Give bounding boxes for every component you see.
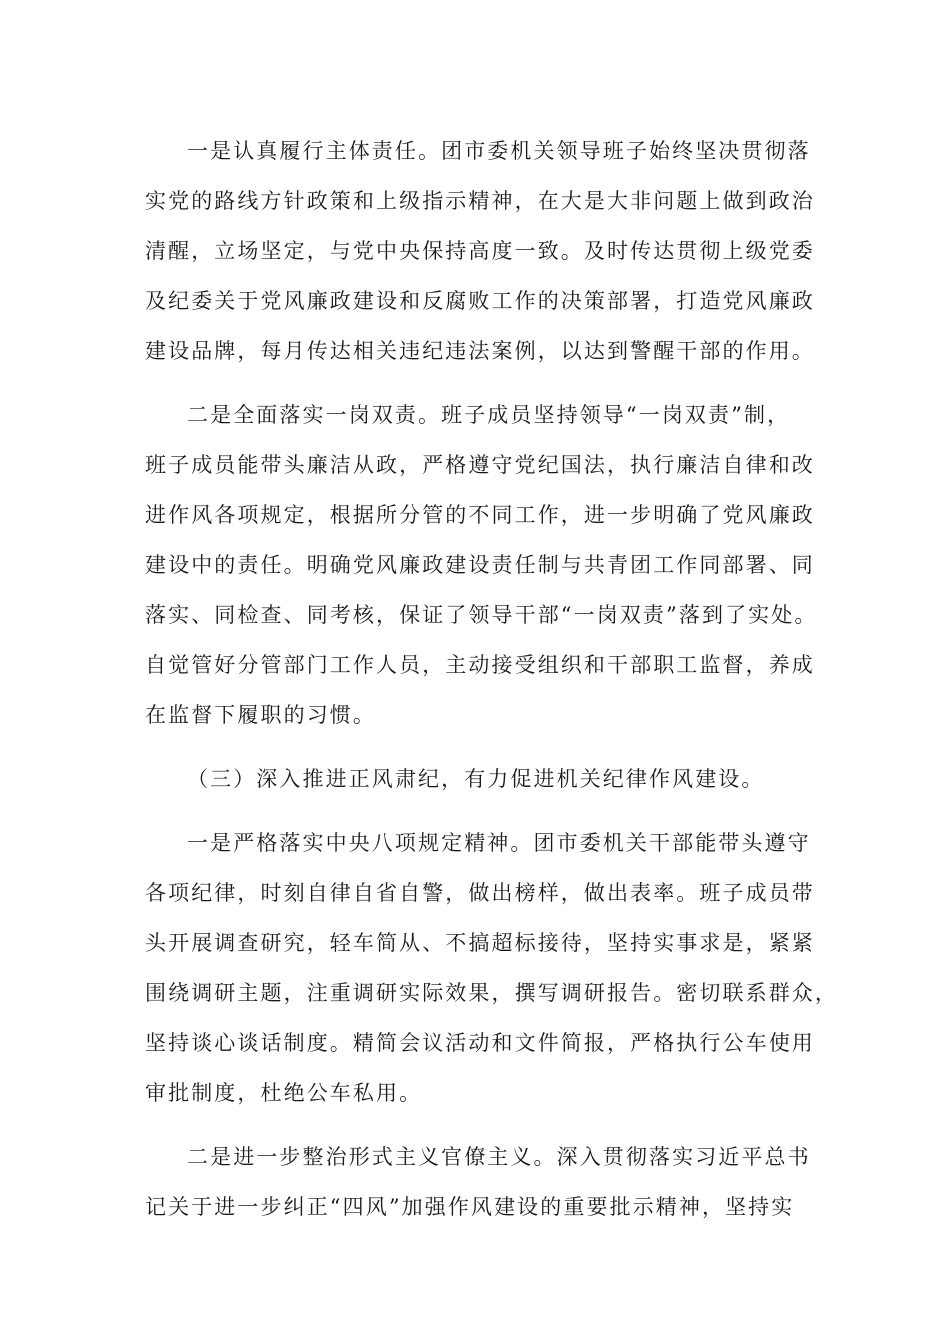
text-line: 围绕调研主题，注重调研实际效果，撰写调研报告。密切联系群众， (145, 981, 838, 1005)
paragraph-main-responsibility (145, 126, 825, 376)
text-line: 坚持谈心谈话制度。精简会议活动和文件简报，严格执行公车使用 (145, 1031, 815, 1055)
text-line: 一是严格落实中央八项规定精神。团市委机关干部能带头遵守 (187, 831, 811, 855)
paragraph-eight-regulations (145, 818, 838, 1118)
text-line: 实党的路线方针政策和上级指示精神，在大是大非问题上做到政治 (145, 189, 815, 213)
text-line: 二是进一步整治形式主义官僚主义。深入贯彻落实习近平总书 (187, 1145, 811, 1169)
text-line: 各项纪律，时刻自律自省自警，做出榜样，做出表率。班子成员带 (145, 881, 815, 905)
paragraph-formalism (145, 1132, 825, 1232)
text-line: 记关于进一步纠正“四风”加强作风建设的重要批示精神，坚持实 (145, 1195, 795, 1219)
text-line: 自觉管好分管部门工作人员，主动接受组织和干部职工监督，养成 (145, 653, 815, 677)
text-line: 进作风各项规定，根据所分管的不同工作，进一步明确了党风廉政 (145, 503, 815, 527)
document-body (145, 126, 838, 1246)
text-line: 班子成员能带头廉洁从政，严格遵守党纪国法，执行廉洁自律和改 (145, 453, 815, 477)
text-line: 建设品牌，每月传达相关违纪违法案例，以达到警醒干部的作用。 (145, 339, 815, 363)
text-line: 落实、同检查、同考核，保证了领导干部“一岗双责”落到了实处。 (145, 603, 818, 627)
text-line: 在监督下履职的习惯。 (145, 703, 376, 727)
section-heading-text: （三）深入推进正风肃纪，有力促进机关纪律作风建设。 (187, 767, 765, 791)
text-line: 审批制度，杜绝公车私用。 (145, 1081, 423, 1105)
paragraph-one-post-two-duties (145, 390, 825, 740)
text-line: 一是认真履行主体责任。团市委机关领导班子始终坚决贯彻落 (187, 139, 811, 163)
text-line: 二是全面落实一岗双责。班子成员坚持领导“一岗双责”制， (187, 403, 791, 427)
section-heading (145, 754, 825, 804)
text-line: 建设中的责任。明确党风廉政建设责任制与共青团工作同部署、同 (145, 553, 815, 577)
text-line: 清醒，立场坚定，与党中央保持高度一致。及时传达贯彻上级党委 (145, 239, 815, 263)
text-line: 头开展调查研究，轻车简从、不搞超标接待，坚持实事求是，紧紧 (145, 931, 815, 955)
text-line: 及纪委关于党风廉政建设和反腐败工作的决策部署，打造党风廉政 (145, 289, 815, 313)
